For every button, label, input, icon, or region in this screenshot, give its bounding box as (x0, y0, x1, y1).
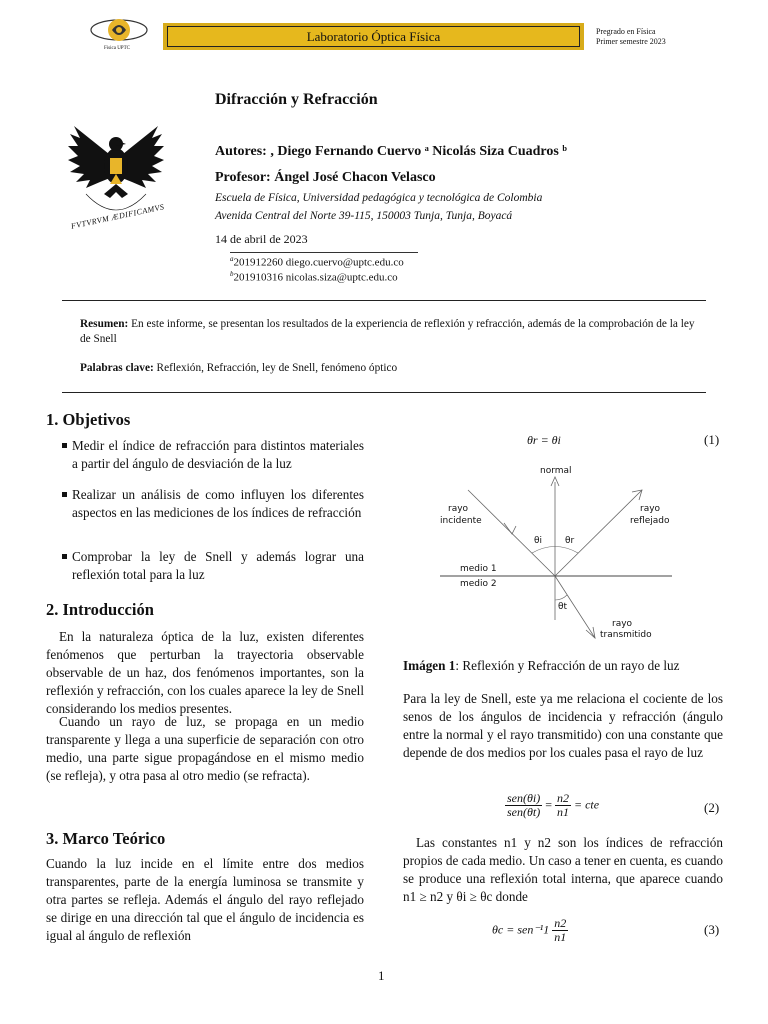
label-theta-i: θi (534, 536, 543, 546)
abstract-rule-bottom (62, 392, 706, 393)
footnote-b-text: 201910316 nicolas.siza@uptc.edu.co (233, 271, 398, 284)
label-reflected-2: reflejado (630, 516, 670, 526)
objective-item (62, 437, 364, 473)
equation-1-number: (1) (704, 432, 720, 447)
snell-paragraph: Para la ley de Snell, este ya me relaciona el cociente de los senos de los ángulos de incidencia y refracción (ángulo entre la normal y el rayo transmitido) con una constante que depende de dos medios por los cuales pasa el rayo de luz (403, 691, 723, 760)
label-incident-2: incidente (440, 516, 482, 526)
paper-title: Difracción y Refracción (215, 91, 378, 108)
label-normal: normal (540, 466, 572, 476)
caption-text: : Reflexión y Refracción de un rayo de luz (455, 658, 680, 673)
footnote-rule (230, 252, 418, 253)
label-theta-r: θr (565, 536, 575, 546)
lab-title-box (163, 23, 584, 50)
paper-date: 14 de abril de 2023 (215, 232, 308, 246)
eq2-rest: = cte (574, 797, 600, 812)
bullet-icon (62, 443, 67, 448)
header-right (596, 27, 666, 47)
label-theta-t: θt (558, 602, 568, 612)
abstract (80, 317, 700, 347)
constants-paragraph: Las constantes n1 y n2 son los índices de refracción propios de cada medio. Un caso a tener en cuenta, es cuando se produce una reflexión total interna, que aparece cuando n1 ≥ n2 y θi ≥ θc donde (403, 835, 723, 904)
footnote-a-mark: a (230, 255, 234, 263)
label-transmitted-1: rayo (612, 619, 633, 629)
label-reflected-1: rayo (640, 504, 661, 514)
equation-3-number: (3) (704, 922, 720, 937)
bullet-icon (62, 554, 67, 559)
eq2-n2: n2 (557, 791, 569, 805)
semester-label: Primer semestre 2023 (596, 37, 666, 46)
physics-logo (88, 10, 150, 60)
figure-caption (403, 657, 723, 675)
page-number: 1 (378, 968, 385, 983)
equation-2: $\frac{\text{sen(θi)}}{\text{sen(θt)}}$ = $\frac{n2}{n1}$ = cte (507, 791, 600, 819)
eq2-denominator: sen(θt) (507, 805, 541, 819)
intro-paragraph-1: En la naturaleza óptica de la luz, existen diferentes fenómenos que perturban la trayectoria observable observable de un haz, dos fenómenos importantes, son la reflexión y refracción, con los cuales aparece la ley de Snell considerando los medios presentes. (46, 629, 364, 716)
label-incident-1: rayo (448, 504, 469, 514)
eq3-left: θc = sen⁻¹1 (492, 922, 550, 937)
label-transmitted-2: transmitido (600, 630, 652, 640)
affiliation-line-1: Escuela de Física, Universidad pedagógica y tecnológica de Colombia (215, 192, 543, 204)
keywords-text: Reflexión, Refracción, ley de Snell, fenómeno óptico (153, 362, 398, 374)
equation-2-number: (2) (704, 800, 720, 815)
objective-text: Medir el índice de refracción para distintos materiales a partir del ángulo de desviación de la luz (72, 438, 364, 471)
bullet-icon (62, 492, 67, 497)
footnote-a (230, 255, 404, 269)
theory-paragraph-1: Cuando la luz incide en el límite entre dos medios transparentes, parte de la energía luminosa se transmite y otra partes se refleja. Además el ángulo del rayo reflejado se dirige en una dirección tal que el ángulo de incidencia es igual al ángulo de reflexión (46, 856, 364, 943)
section-introduccion: 2. Introducción (46, 600, 154, 619)
program-label: Pregrado en Física (596, 27, 656, 36)
logo-caption: Fisica UPTC (104, 46, 130, 51)
equation-3 (492, 917, 568, 944)
eq2-n1: n1 (557, 805, 569, 819)
abstract-rule-top (62, 300, 706, 301)
reflection-refraction-figure (420, 460, 710, 650)
section-objetivos: 1. Objetivos (46, 410, 131, 429)
footnote-b-mark: b (230, 270, 234, 278)
crest-motto: FVTVRVM ÆDIFICAMVS (70, 202, 166, 231)
objective-item (62, 486, 364, 522)
professor-line: Profesor: Ángel José Chacon Velasco (215, 170, 436, 185)
label-medium-2: medio 2 (460, 579, 497, 589)
equation-1: θr = θi (527, 433, 561, 447)
intro-paragraph-2: Cuando un rayo de luz, se propaga en un medio transparente y llega a una superficie de separación con otro medio, una parte sigue propagándose en el mismo medio (se refleja), y otra pasa al otro medio (se refracta). (46, 714, 364, 783)
keywords-label: Palabras clave: (80, 362, 154, 374)
objective-text: Comprobar la ley de Snell y además lograr una reflexión total para la luz (72, 549, 364, 582)
keywords (80, 361, 700, 376)
eq3-n2: n2 (554, 916, 567, 930)
section-marco-teorico: 3. Marco Teórico (46, 829, 166, 848)
label-medium-1: medio 1 (460, 564, 497, 574)
authors-line: Autores: , Diego Fernando Cuervo ᵃ Nicolás Siza Cuadros ᵇ (215, 144, 567, 159)
abstract-text: En este informe, se presentan los resultados de la experiencia de reflexión y refracción, además de la comprobación de la ley de Snell (80, 318, 695, 345)
lab-title: Laboratorio Óptica Física (167, 26, 580, 47)
eq3-n1: n1 (554, 930, 567, 944)
abstract-label: Resumen: (80, 318, 129, 330)
caption-label: Imágen 1 (403, 658, 456, 673)
objective-text: Realizar un análisis de como influyen los diferentes aspectos en las mediciones de los índices de refracción (72, 487, 364, 520)
objective-item (62, 548, 364, 584)
footnote-b (230, 270, 398, 284)
footnote-a-text: 201912260 diego.cuervo@uptc.edu.co (233, 256, 404, 269)
affiliation-line-2: Avenida Central del Norte 39-115, 150003 Tunja, Tunja, Boyacá (215, 210, 513, 222)
eq2-numerator: sen(θi) (507, 791, 541, 805)
